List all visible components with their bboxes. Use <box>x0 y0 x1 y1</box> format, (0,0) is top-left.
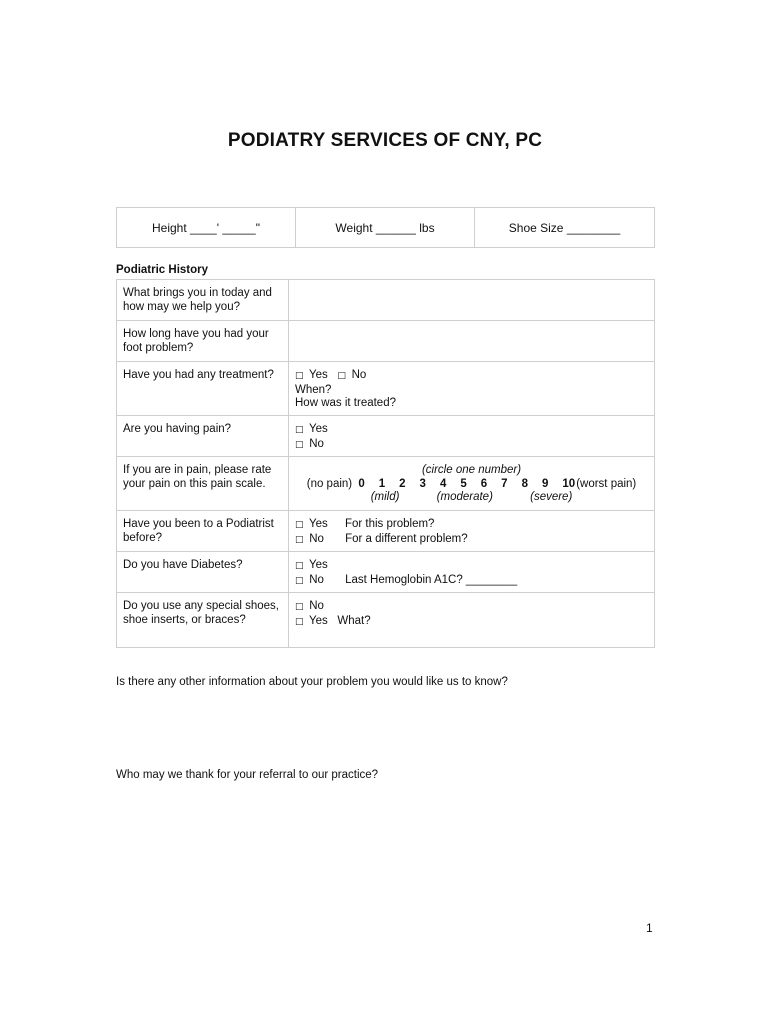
question-pain-scale: If you are in pain, please rate your pain on this pain scale. <box>117 457 289 511</box>
question-reason: What brings you in today and how may we help you? <box>117 280 289 321</box>
answer-podiatrist <box>289 511 655 552</box>
answer-shoes <box>289 593 655 648</box>
moderate-label: (moderate) <box>436 491 493 503</box>
hemoglobin-field[interactable]: Last Hemoglobin A1C? ________ <box>345 573 518 586</box>
answer-diabetes <box>289 552 655 593</box>
table-row <box>117 416 655 457</box>
question-pain: Are you having pain? <box>117 416 289 457</box>
answer-treatment <box>289 362 655 416</box>
answer-reason[interactable] <box>289 280 655 321</box>
option-yes: Yes <box>309 423 328 435</box>
table-row <box>117 362 655 416</box>
worst-pain-label: (worst pain) <box>576 477 637 490</box>
scale-number[interactable]: 9 <box>541 477 549 490</box>
table-row <box>117 457 655 511</box>
checkbox-icon[interactable]: □ <box>295 520 304 530</box>
option-yes: Yes <box>309 518 328 530</box>
table-row <box>117 321 655 362</box>
circle-instruction: (circle one number) <box>421 464 522 476</box>
checkbox-icon[interactable]: □ <box>337 371 346 381</box>
shoe-size-field[interactable]: Shoe Size ________ <box>508 220 621 235</box>
checkbox-icon[interactable]: □ <box>295 534 304 545</box>
table-row <box>117 280 655 321</box>
scale-number[interactable]: 2 <box>399 477 406 490</box>
scale-number[interactable]: 1 <box>378 477 386 490</box>
scale-number[interactable]: 10 <box>562 477 576 490</box>
question-shoes: Do you use any special shoes, shoe inserts, or braces? <box>117 593 289 648</box>
question-duration: How long have you had your foot problem? <box>117 321 289 362</box>
checkbox-icon[interactable]: □ <box>295 575 304 586</box>
checkbox-icon[interactable]: □ <box>295 561 304 571</box>
no-pain-label: (no pain) <box>306 477 353 490</box>
option-no: No <box>309 532 324 545</box>
scale-number[interactable]: 3 <box>419 477 426 490</box>
this-problem-label: For this problem? <box>344 518 435 530</box>
how-treated-label: How was it treated? <box>295 397 396 409</box>
scale-number[interactable]: 7 <box>501 477 508 490</box>
scale-number[interactable]: 6 <box>480 477 488 490</box>
answer-pain <box>289 416 655 457</box>
section-heading: Podiatric History <box>116 264 209 276</box>
when-label: When? <box>295 383 332 396</box>
checkbox-icon[interactable]: □ <box>295 602 304 612</box>
question-podiatrist: Have you been to a Podiatrist before? <box>117 511 289 552</box>
what-label: What? <box>337 614 371 627</box>
weight-field[interactable]: Weight ______ lbs <box>296 208 475 247</box>
checkbox-icon[interactable]: □ <box>295 425 304 435</box>
checkbox-icon[interactable]: □ <box>295 439 304 450</box>
scale-number[interactable]: 0 <box>358 477 365 490</box>
option-no: No <box>309 437 324 450</box>
option-no: No <box>351 369 367 381</box>
page-number: 1 <box>646 921 653 935</box>
table-row <box>117 552 655 593</box>
different-problem-label: For a different problem? <box>345 532 468 545</box>
option-yes: Yes <box>309 559 328 571</box>
mild-label: (mild) <box>370 491 400 503</box>
option-no: No <box>309 600 324 612</box>
scale-number[interactable]: 4 <box>439 477 447 490</box>
scale-number[interactable]: 5 <box>460 477 467 490</box>
podiatric-history-table <box>116 279 655 648</box>
measurements-table <box>116 207 655 248</box>
referral-question: Who may we thank for your referral to our practice? <box>116 769 379 781</box>
answer-duration[interactable] <box>289 321 655 362</box>
scale-number[interactable]: 8 <box>521 477 528 490</box>
other-info-question: Is there any other information about your problem you would like us to know? <box>116 676 508 688</box>
option-yes: Yes <box>309 614 328 627</box>
page-title: PODIATRY SERVICES OF CNY, PC <box>227 130 543 151</box>
checkbox-icon[interactable]: □ <box>295 616 304 627</box>
height-field[interactable]: Height ____' _____" <box>117 208 296 247</box>
table-row <box>117 593 655 648</box>
option-yes: Yes <box>309 369 328 381</box>
option-no: No <box>309 573 324 586</box>
severe-label: (severe) <box>530 491 573 503</box>
pain-scale <box>289 457 655 511</box>
question-treatment: Have you had any treatment? <box>117 362 289 416</box>
question-diabetes: Do you have Diabetes? <box>117 552 289 593</box>
table-row <box>117 511 655 552</box>
checkbox-icon[interactable]: □ <box>295 371 304 381</box>
